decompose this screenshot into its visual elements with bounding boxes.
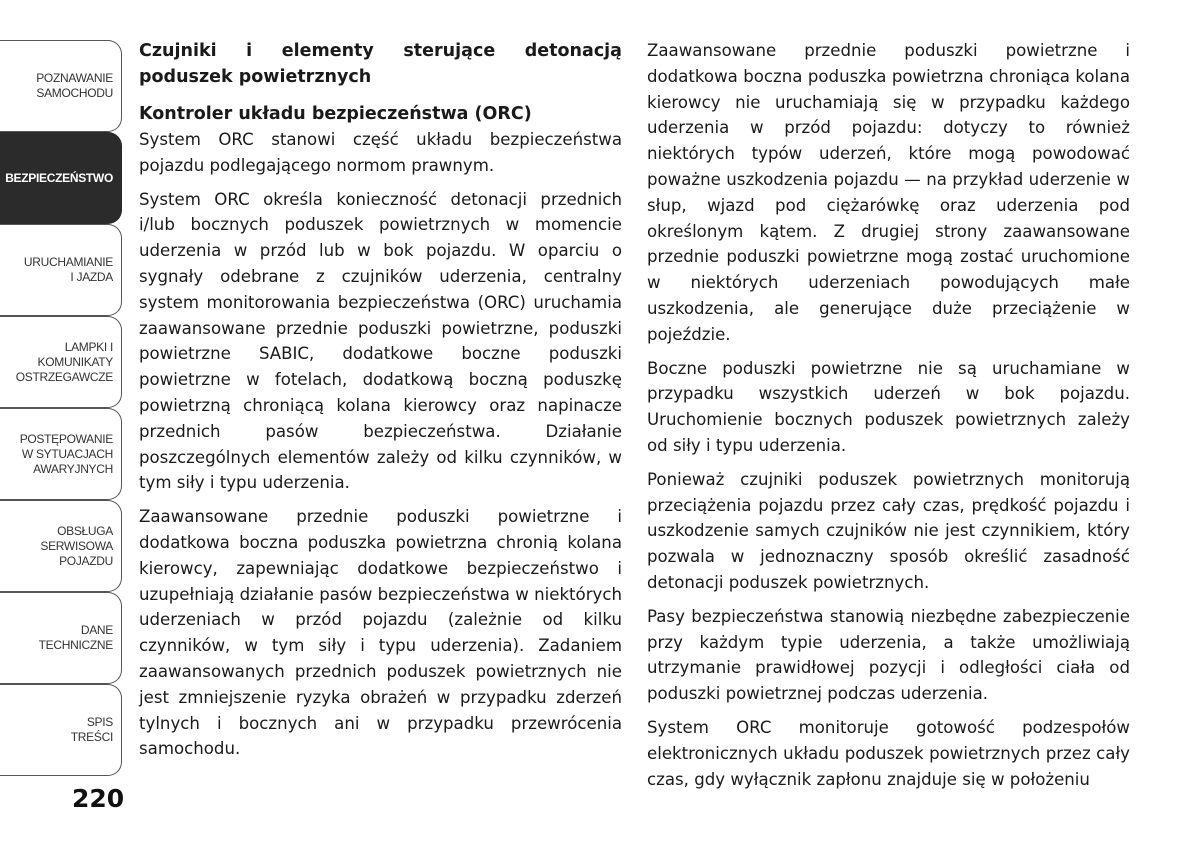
section-subheading: Kontroler układu bezpieczeństwa (ORC) — [139, 104, 532, 124]
tab-poznawanie-samochodu[interactable] — [0, 40, 122, 132]
tab-label: DANE TECHNICZNE — [38, 623, 113, 652]
tab-label: LAMPKI I KOMUNIKATY OSTRZEGAWCZE — [15, 339, 113, 384]
tab-lampki-i-komunikaty[interactable] — [0, 316, 122, 408]
tab-bezpieczenstwo[interactable] — [0, 132, 122, 224]
paragraph: System ORC określa konieczność detonacji przednich i/lub bocznych poduszek powietrznych w momencie uderzenia w przód lub w bok pojazdu. W oparciu o sygnały odebrane z czujników uderzenia, centralny system monitorowania bezpieczeństwa (ORC) uruchamia zaawansowane przednie poduszki powietrzne, poduszki powietrzne SABIC, dodatkowe boczne poduszki powietrzne w fotelach, dodatkową boczną poduszkę powietrzną chroniącą kolana kierowcy oraz napinacze przednich pasów bezpieczeństwa. Działanie poszczególnych elementów zależy od kilku czynników, w tym siły i typu uderzenia. — [139, 189, 622, 493]
paragraph: Pasy bezpieczeństwa stanowią niezbędne zabezpieczenie przy każdym typie uderzenia, a także umożliwiają utrzymanie prawidłowej pozycji i odległości ciała od poduszki powietrznej podczas uderzenia. — [647, 606, 1130, 704]
tab-obsluga-serwisowa[interactable] — [0, 500, 122, 592]
paragraph: System ORC monitoruje gotowość podzespołów elektronicznych układu poduszek powietrznych przez cały czas, gdy wyłącznik zapłonu znajduje się w położeniu — [647, 717, 1130, 789]
tab-label: BEZPIECZEŃSTWO — [5, 170, 113, 185]
paragraph: Boczne poduszki powietrzne nie są uruchamiane w przypadku wszystkich uderzeń w bok pojazdu. Uruchomienie bocznych poduszek powietrznych zależy od siły i typu uderzenia. — [647, 358, 1130, 455]
tab-dane-techniczne[interactable] — [0, 592, 122, 684]
tab-postepowanie-awaryjne[interactable] — [0, 408, 122, 500]
tab-label: POSTĘPOWANIE W SYTUACJACH AWARYJNYCH — [19, 431, 113, 476]
section-heading: Czujniki i elementy sterujące detonacją poduszek powietrznych — [139, 41, 622, 87]
tab-spis-tresci[interactable] — [0, 684, 122, 776]
tab-uruchamianie-i-jazda[interactable] — [0, 224, 122, 316]
paragraph: Ponieważ czujniki poduszek powietrznych monitorują przeciążenia pojazdu przez cały czas, prędkość pojazdu i uszkodzenie samych czujników nie jest czynnikiem, który pozwala w jednoznaczny sposób określić zasadność detonacji poduszek powietrznych. — [647, 469, 1130, 592]
paragraph: Zaawansowane przednie poduszki powietrzne i dodatkowa boczna poduszka powietrzna chronią kolana kierowcy, zapewniając dodatkowe bezpieczeństwo i uzupełniają działanie pasów bezpieczeństwa w niektórych uderzeniach w przód pojazdu (zależnie od kilku czynników, w tym siły i typu uderzenia). Zadaniem zaawansowanych przednich poduszek powietrznych nie jest zmniejszenie ryzyka obrażeń w przypadku zderzeń tylnych i bocznych ani w przypadku przewrócenia samochodu. — [139, 507, 622, 759]
right-column — [647, 38, 1130, 800]
tab-label: POZNAWANIE SAMOCHODU — [36, 71, 113, 100]
page-number: 220 — [72, 784, 125, 813]
paragraph: Zaawansowane przednie poduszki powietrzne i dodatkowa boczna poduszka powietrzna chroniąca kolana kierowcy nie uruchamiają się w przypadku każdego uderzenia w przód pojazdu: dotyczy to również niektórych typów uderzeń, które mogą powodować poważne uszkodzenia pojazdu — na przykład uderzenie w słup, wjazd pod ciężarówkę oraz uderzenia pod określonym kątem. Z drugiej strony zaawansowane przednie poduszki powietrzne mogą zostać uruchomione w niektórych uderzeniach powodujących małe uszkodzenia, ale generujące duże przeciążenie w pojeździe. — [647, 41, 1130, 344]
tab-label: SPIS TREŚCI — [70, 715, 113, 744]
tab-label: OBSŁUGA SERWISOWA POJAZDU — [40, 523, 113, 568]
paragraph: System ORC stanowi część układu bezpieczeństwa pojazdu podlegającego normom prawnym. — [139, 130, 622, 175]
left-column — [139, 38, 622, 770]
tab-label: URUCHAMIANIE I JAZDA — [23, 255, 113, 284]
